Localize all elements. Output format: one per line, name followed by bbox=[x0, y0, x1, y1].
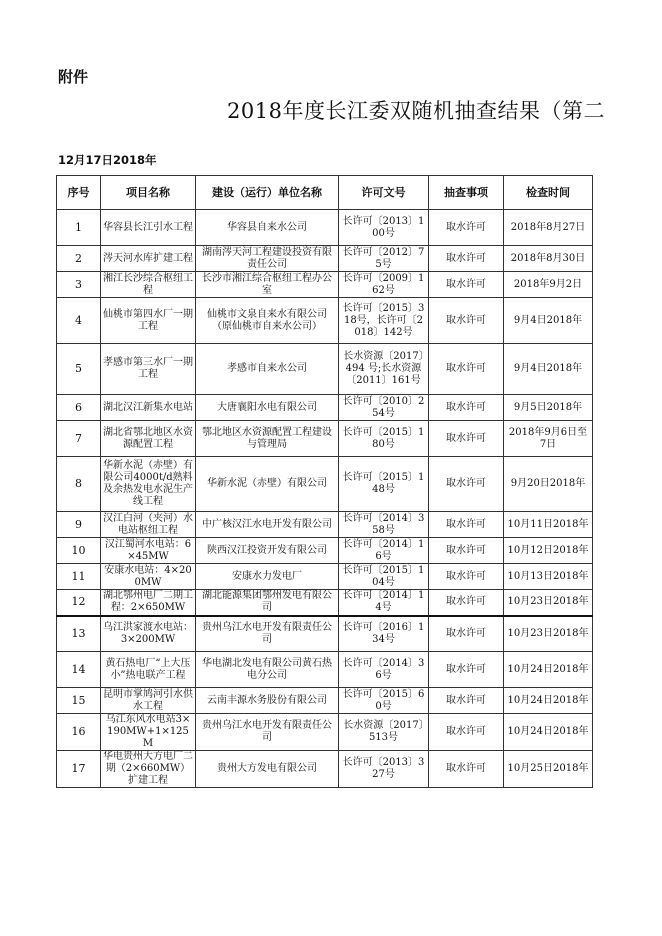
row-number: 12 bbox=[57, 590, 101, 616]
table-row bbox=[57, 616, 593, 652]
unit-name: 孝感市自来水公司 bbox=[196, 344, 339, 395]
inspection-item: 取水许可 bbox=[429, 512, 504, 538]
project-name: 乌江洪家渡水电站：3×200MW bbox=[101, 616, 196, 652]
unit-name: 湖南涔天河工程建设投资有限责任公司 bbox=[196, 246, 339, 272]
table-row bbox=[57, 688, 593, 714]
permit-number: 长许可〔2013〕100号 bbox=[339, 210, 429, 246]
table-row bbox=[57, 714, 593, 751]
permit-number: 长许可〔2015〕104号 bbox=[339, 564, 429, 590]
unit-name: 鄂北地区水资源配置工程建设与管理局 bbox=[196, 421, 339, 457]
permit-number: 长许可〔2015〕180号 bbox=[339, 421, 429, 457]
inspection-time: 9月20日2018年 bbox=[504, 457, 593, 512]
inspection-time: 10月12日2018年 bbox=[504, 538, 593, 564]
inspection-item: 取水许可 bbox=[429, 590, 504, 616]
inspection-time: 9月4日2018年 bbox=[504, 344, 593, 395]
inspection-time: 2018年9月2日 bbox=[504, 272, 593, 298]
permit-number: 长许可〔2010〕254号 bbox=[339, 395, 429, 421]
permit-number: 长水资源〔2017〕494 号;长水资源〔2011〕161号 bbox=[339, 344, 429, 395]
unit-name: 华容县自来水公司 bbox=[196, 210, 339, 246]
inspection-item: 取水许可 bbox=[429, 751, 504, 788]
permit-number: 长许可〔2009〕162号 bbox=[339, 272, 429, 298]
project-name: 华新水泥（赤壁）有限公司4000t/d熟料及余热发电水泥生产线工程 bbox=[101, 457, 196, 512]
inspection-item: 取水许可 bbox=[429, 344, 504, 395]
inspection-time: 10月13日2018年 bbox=[504, 564, 593, 590]
unit-name: 贵州乌江水电开发有限责任公司 bbox=[196, 616, 339, 652]
project-name: 乌江东风水电站3×190MW+1×125M bbox=[101, 714, 196, 751]
row-number: 16 bbox=[57, 714, 101, 751]
table-row bbox=[57, 272, 593, 298]
inspection-item: 取水许可 bbox=[429, 272, 504, 298]
header-time: 检查时间 bbox=[504, 176, 593, 210]
title-container bbox=[0, 95, 662, 123]
project-name: 湘江长沙综合枢纽工程 bbox=[101, 272, 196, 298]
inspection-time: 2018年9月6日至7日 bbox=[504, 421, 593, 457]
row-number: 6 bbox=[57, 395, 101, 421]
inspection-time: 10月11日2018年 bbox=[504, 512, 593, 538]
inspection-item: 取水许可 bbox=[429, 210, 504, 246]
inspection-item: 取水许可 bbox=[429, 421, 504, 457]
unit-name: 长沙市湘江综合枢纽工程办公室 bbox=[196, 272, 339, 298]
inspection-time: 2018年8月30日 bbox=[504, 246, 593, 272]
unit-name: 大唐襄阳水电有限公司 bbox=[196, 395, 339, 421]
project-name: 黄石热电厂“上大压小”热电联产工程 bbox=[101, 652, 196, 688]
table-row bbox=[57, 652, 593, 688]
row-number: 9 bbox=[57, 512, 101, 538]
row-number: 14 bbox=[57, 652, 101, 688]
table-row bbox=[57, 210, 593, 246]
row-number: 4 bbox=[57, 298, 101, 344]
row-number: 10 bbox=[57, 538, 101, 564]
document-title: 2018年度长江委双随机抽查结果（第二 bbox=[227, 99, 605, 123]
inspection-item: 取水许可 bbox=[429, 395, 504, 421]
unit-name: 湖北能源集团鄂州发电有限公司 bbox=[196, 590, 339, 616]
permit-number: 长许可〔2016〕134号 bbox=[339, 616, 429, 652]
inspection-time: 10月24日2018年 bbox=[504, 688, 593, 714]
header-no: 序号 bbox=[57, 176, 101, 210]
row-number: 11 bbox=[57, 564, 101, 590]
row-number: 13 bbox=[57, 616, 101, 652]
row-number: 17 bbox=[57, 751, 101, 788]
unit-name: 贵州乌江水电开发有限责任公司 bbox=[196, 714, 339, 751]
permit-number: 长许可〔2014〕16号 bbox=[339, 538, 429, 564]
permit-number: 长许可〔2015〕60号 bbox=[339, 688, 429, 714]
inspection-item: 取水许可 bbox=[429, 564, 504, 590]
permit-number: 长许可〔2014〕36号 bbox=[339, 652, 429, 688]
project-name: 汉江蜀河水电站：6×45MW bbox=[101, 538, 196, 564]
permit-number: 长许可〔2015〕318号，长许可〔2018〕142号 bbox=[339, 298, 429, 344]
inspection-item: 取水许可 bbox=[429, 298, 504, 344]
inspection-time: 9月4日2018年 bbox=[504, 298, 593, 344]
inspection-time: 10月23日2018年 bbox=[504, 616, 593, 652]
project-name: 湖北鄂州电厂二期工程：2×650MW bbox=[101, 590, 196, 616]
row-number: 15 bbox=[57, 688, 101, 714]
permit-number: 长许可〔2014〕14号 bbox=[339, 590, 429, 616]
project-name: 湖北省鄂北地区水资源配置工程 bbox=[101, 421, 196, 457]
row-number: 8 bbox=[57, 457, 101, 512]
inspection-time: 10月24日2018年 bbox=[504, 714, 593, 751]
row-number: 5 bbox=[57, 344, 101, 395]
inspection-time: 9月5日2018年 bbox=[504, 395, 593, 421]
table-row bbox=[57, 512, 593, 538]
project-name: 昆明市掌鸠河引水供水工程 bbox=[101, 688, 196, 714]
project-name: 孝感市第三水厂一期工程 bbox=[101, 344, 196, 395]
row-number: 3 bbox=[57, 272, 101, 298]
row-number: 1 bbox=[57, 210, 101, 246]
inspection-item: 取水许可 bbox=[429, 616, 504, 652]
table-row bbox=[57, 298, 593, 344]
row-number: 7 bbox=[57, 421, 101, 457]
inspection-item: 取水许可 bbox=[429, 688, 504, 714]
unit-name: 中广核汉江水电开发有限公司 bbox=[196, 512, 339, 538]
table-row bbox=[57, 751, 593, 788]
unit-name: 安康水力发电厂 bbox=[196, 564, 339, 590]
inspection-item: 取水许可 bbox=[429, 538, 504, 564]
row-number: 2 bbox=[57, 246, 101, 272]
table-header-row bbox=[57, 176, 593, 210]
project-name: 华电贵州大方电厂二期（2×660MW）扩建工程 bbox=[101, 751, 196, 788]
project-name: 汉江白河（夹河）水电站枢纽工程 bbox=[101, 512, 196, 538]
table-row bbox=[57, 395, 593, 421]
unit-name: 仙桃市文泉自来水有限公司（原仙桃市自来水公司） bbox=[196, 298, 339, 344]
permit-number: 长许可〔2015〕148号 bbox=[339, 457, 429, 512]
header-permit: 许可文号 bbox=[339, 176, 429, 210]
table-row bbox=[57, 421, 593, 457]
inspection-time: 10月25日2018年 bbox=[504, 751, 593, 788]
table-row bbox=[57, 246, 593, 272]
permit-number: 长许可〔2013〕327号 bbox=[339, 751, 429, 788]
permit-number: 长许可〔2014〕358号 bbox=[339, 512, 429, 538]
table-row bbox=[57, 457, 593, 512]
project-name: 华容县长江引水工程 bbox=[101, 210, 196, 246]
unit-name: 华新水泥（赤壁）有限公司 bbox=[196, 457, 339, 512]
permit-number: 长许可〔2012〕75号 bbox=[339, 246, 429, 272]
inspection-time: 10月24日2018年 bbox=[504, 652, 593, 688]
inspection-item: 取水许可 bbox=[429, 457, 504, 512]
inspection-time: 10月23日2018年 bbox=[504, 590, 593, 616]
unit-name: 陕西汉江投资开发有限公司 bbox=[196, 538, 339, 564]
permit-number: 长水资源〔2017〕513号 bbox=[339, 714, 429, 751]
unit-name: 贵州大方发电有限公司 bbox=[196, 751, 339, 788]
inspection-time: 2018年8月27日 bbox=[504, 210, 593, 246]
project-name: 安康水电站：4×200MW bbox=[101, 564, 196, 590]
inspection-item: 取水许可 bbox=[429, 652, 504, 688]
table-row bbox=[57, 564, 593, 590]
inspection-item: 取水许可 bbox=[429, 246, 504, 272]
inspection-item: 取水许可 bbox=[429, 714, 504, 751]
table-row bbox=[57, 538, 593, 564]
header-item: 抽查事项 bbox=[429, 176, 504, 210]
project-name: 仙桃市第四水厂一期工程 bbox=[101, 298, 196, 344]
project-name: 涔天河水库扩建工程 bbox=[101, 246, 196, 272]
table-row bbox=[57, 344, 593, 395]
table-row bbox=[57, 590, 593, 616]
inspection-results-table bbox=[56, 175, 593, 788]
unit-name: 华电湖北发电有限公司黄石热电分公司 bbox=[196, 652, 339, 688]
header-project: 项目名称 bbox=[101, 176, 196, 210]
date-line: 12月17日2018年 bbox=[58, 153, 157, 167]
header-unit: 建设（运行）单位名称 bbox=[196, 176, 339, 210]
project-name: 湖北汉江新集水电站 bbox=[101, 395, 196, 421]
attachment-label: 附件 bbox=[58, 68, 89, 86]
unit-name: 云南丰源水务股份有限公司 bbox=[196, 688, 339, 714]
